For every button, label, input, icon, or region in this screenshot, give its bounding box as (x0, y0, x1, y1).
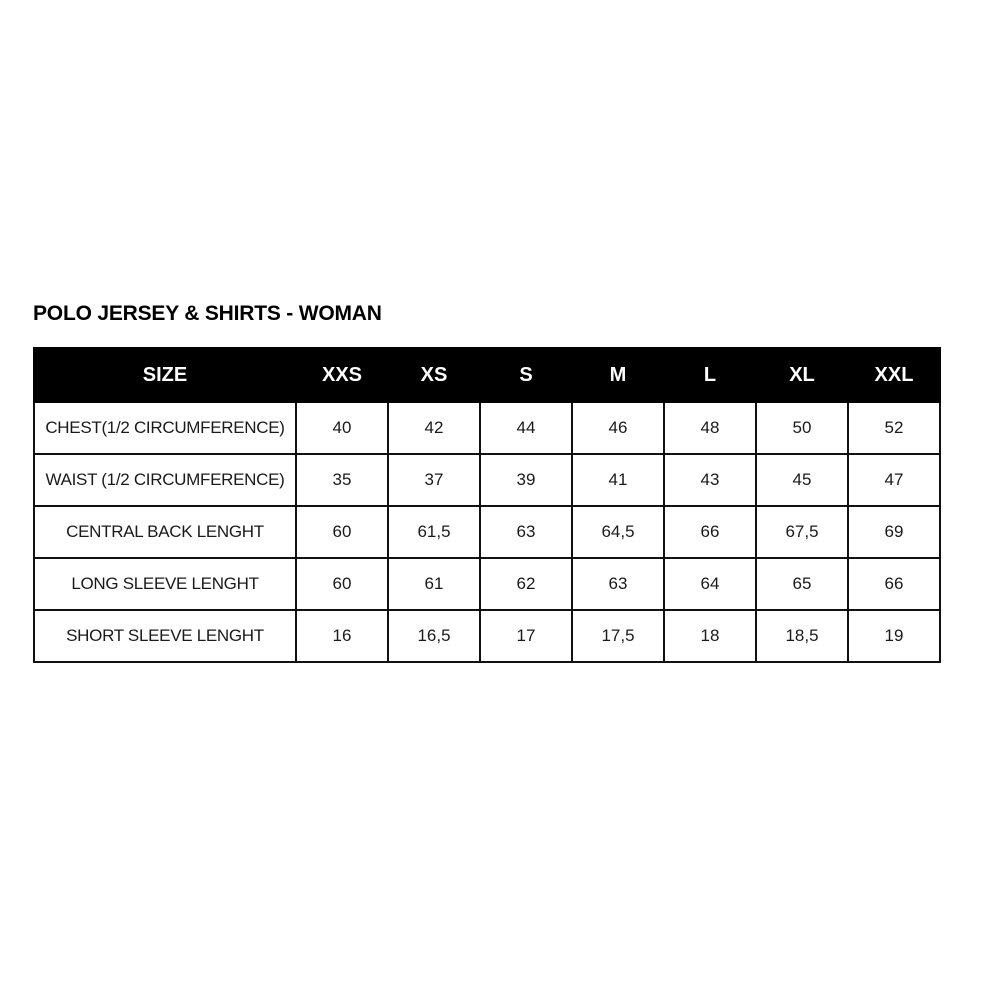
header-l: L (664, 348, 756, 402)
header-m: M (572, 348, 664, 402)
header-size: SIZE (34, 348, 296, 402)
table-cell: 46 (572, 402, 664, 454)
table-row (34, 558, 940, 610)
table-cell: 43 (664, 454, 756, 506)
table-cell: 63 (480, 506, 572, 558)
table-cell: 60 (296, 558, 388, 610)
table-cell: 64,5 (572, 506, 664, 558)
table-cell: 52 (848, 402, 940, 454)
row-label-waist: WAIST (1/2 CIRCUMFERENCE) (34, 454, 296, 506)
header-s: S (480, 348, 572, 402)
table-cell: 17 (480, 610, 572, 662)
table-row (34, 402, 940, 454)
header-xxs: XXS (296, 348, 388, 402)
size-chart-table (33, 347, 941, 663)
table-cell: 50 (756, 402, 848, 454)
table-cell: 37 (388, 454, 480, 506)
header-xl: XL (756, 348, 848, 402)
table-cell: 45 (756, 454, 848, 506)
table-cell: 61 (388, 558, 480, 610)
table-cell: 35 (296, 454, 388, 506)
size-chart-title: POLO JERSEY & SHIRTS - WOMAN (33, 302, 382, 325)
row-label-long-sleeve-length: LONG SLEEVE LENGHT (34, 558, 296, 610)
table-cell: 66 (664, 506, 756, 558)
table-header-row (34, 348, 940, 402)
table-cell: 16 (296, 610, 388, 662)
table-row (34, 506, 940, 558)
table-cell: 69 (848, 506, 940, 558)
table-cell: 65 (756, 558, 848, 610)
table-cell: 44 (480, 402, 572, 454)
table-cell: 17,5 (572, 610, 664, 662)
table-cell: 40 (296, 402, 388, 454)
table-cell: 39 (480, 454, 572, 506)
table-cell: 18 (664, 610, 756, 662)
table-cell: 66 (848, 558, 940, 610)
header-xxl: XXL (848, 348, 940, 402)
table-cell: 63 (572, 558, 664, 610)
table-cell: 62 (480, 558, 572, 610)
table-cell: 48 (664, 402, 756, 454)
table-cell: 64 (664, 558, 756, 610)
table-cell: 61,5 (388, 506, 480, 558)
table-cell: 47 (848, 454, 940, 506)
row-label-chest: CHEST(1/2 CIRCUMFERENCE) (34, 402, 296, 454)
table-cell: 42 (388, 402, 480, 454)
header-xs: XS (388, 348, 480, 402)
table-cell: 16,5 (388, 610, 480, 662)
table-row (34, 454, 940, 506)
row-label-central-back-length: CENTRAL BACK LENGHT (34, 506, 296, 558)
table-cell: 41 (572, 454, 664, 506)
row-label-short-sleeve-length: SHORT SLEEVE LENGHT (34, 610, 296, 662)
table-cell: 67,5 (756, 506, 848, 558)
table-cell: 18,5 (756, 610, 848, 662)
table-row (34, 610, 940, 662)
table-cell: 60 (296, 506, 388, 558)
table-cell: 19 (848, 610, 940, 662)
